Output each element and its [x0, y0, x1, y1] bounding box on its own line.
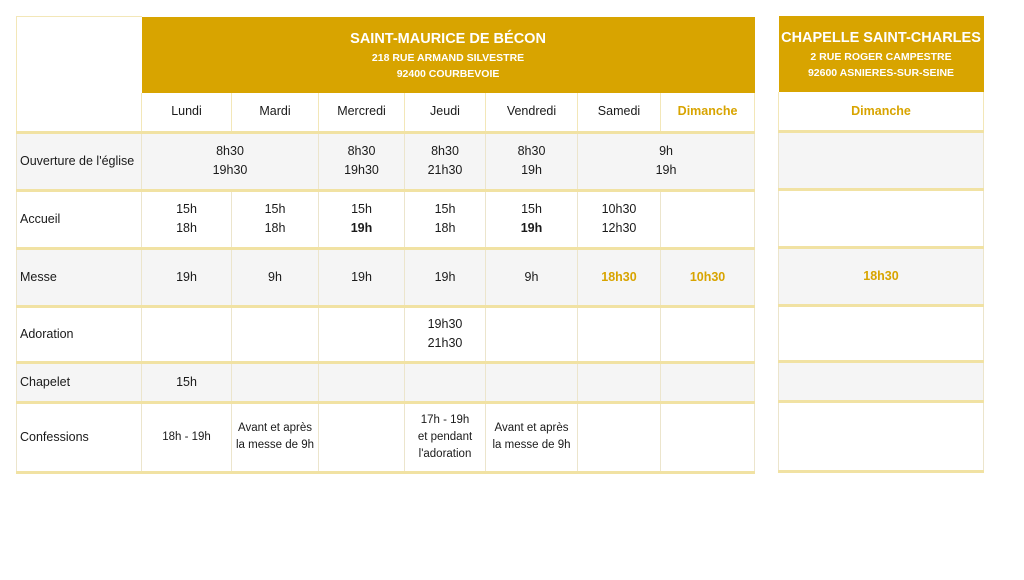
chapel-cell-chapelet — [779, 362, 984, 402]
row-confessions — [17, 402, 755, 472]
cell-chapelet-samedi — [578, 362, 661, 402]
row-accueil — [17, 190, 755, 248]
row-label: Accueil — [17, 190, 142, 248]
row-adoration — [17, 306, 755, 362]
schedule-table-chapelle — [778, 16, 984, 473]
schedule-table-saint-maurice — [16, 16, 755, 474]
cell-accueil-lundi — [142, 190, 232, 248]
cell-messe-lundi: 19h — [142, 248, 232, 306]
text-line: Avant et après — [494, 422, 569, 434]
text-line: l'adoration — [418, 447, 472, 460]
cell-adoration-mercredi — [319, 306, 405, 362]
cell-confessions-vendredi — [486, 402, 578, 472]
day-mercredi: Mercredi — [319, 93, 405, 133]
time-close: 19h — [521, 163, 542, 177]
cell-ouverture-samedi-dimanche — [578, 132, 755, 190]
cell-adoration-jeudi — [405, 306, 486, 362]
cell-accueil-vendredi — [486, 190, 578, 248]
day-vendredi: Vendredi — [486, 93, 578, 133]
day-header-row — [17, 93, 755, 133]
chapel-cell-adoration — [779, 306, 984, 362]
time-start: 15h — [434, 202, 456, 216]
time-close: 21h30 — [427, 163, 463, 177]
church-name: SAINT-MAURICE DE BÉCON — [350, 30, 546, 47]
cell-ouverture-jeudi — [405, 132, 486, 190]
row-label: Messe — [17, 248, 142, 306]
row-messe — [17, 248, 755, 306]
row-label: Chapelet — [17, 362, 142, 402]
cell-messe-dimanche: 10h30 — [661, 248, 755, 306]
chapel-header — [779, 16, 984, 92]
day-samedi: Samedi — [578, 93, 661, 133]
chapel-cell-accueil — [779, 190, 984, 248]
time-end: 19h — [350, 221, 373, 235]
cell-confessions-lundi: 18h - 19h — [142, 402, 232, 472]
row-ouverture — [17, 132, 755, 190]
day-header-empty — [17, 93, 142, 133]
chapel-row-chapelet — [779, 362, 984, 402]
time-end: 19h — [520, 221, 543, 235]
time-open: 8h30 — [347, 144, 376, 158]
time-start: 15h — [176, 202, 197, 216]
chapel-day-dimanche: Dimanche — [779, 92, 984, 132]
cell-confessions-jeudi — [405, 402, 486, 472]
cell-messe-mercredi: 19h — [319, 248, 405, 306]
cell-accueil-mercredi — [319, 190, 405, 248]
chapel-row-adoration — [779, 306, 984, 362]
cell-accueil-jeudi — [405, 190, 486, 248]
chapel-row-accueil — [779, 190, 984, 248]
time-start: 15h — [351, 202, 372, 216]
text-line: et pendant — [417, 430, 473, 443]
row-label: Adoration — [17, 306, 142, 362]
time-start: 15h — [264, 202, 286, 216]
row-chapelet — [17, 362, 755, 402]
cell-ouverture-lundi-mardi — [142, 132, 319, 190]
church-address-line1: 218 RUE ARMAND SILVESTRE — [371, 51, 525, 64]
cell-chapelet-lundi: 15h — [142, 362, 232, 402]
cell-adoration-dimanche — [661, 306, 755, 362]
cell-chapelet-mercredi — [319, 362, 405, 402]
time-open: 8h30 — [431, 144, 459, 158]
church-header — [142, 17, 755, 93]
cell-adoration-samedi — [578, 306, 661, 362]
cell-chapelet-mardi — [232, 362, 319, 402]
cell-confessions-dimanche — [661, 402, 755, 472]
chapel-name: CHAPELLE SAINT-CHARLES — [781, 30, 981, 46]
time-end: 12h30 — [601, 221, 637, 235]
time-start: 15h — [521, 202, 542, 216]
chapel-row-confessions — [779, 402, 984, 472]
day-mardi: Mardi — [232, 93, 319, 133]
time-open: 8h30 — [216, 144, 244, 158]
chapel-address-line1: 2 RUE ROGER CAMPESTRE — [810, 51, 952, 63]
time-start: 19h30 — [427, 317, 463, 331]
corner-cell — [17, 17, 142, 93]
row-label: Ouverture de l'église — [17, 132, 142, 190]
time-end: 21h30 — [427, 336, 463, 350]
cell-messe-jeudi: 19h — [405, 248, 486, 306]
time-close: 19h30 — [212, 163, 248, 177]
day-jeudi: Jeudi — [405, 93, 486, 133]
cell-chapelet-dimanche — [661, 362, 755, 402]
chapel-day-header-row — [779, 92, 984, 132]
time-end: 18h — [264, 221, 286, 235]
text-line: Avant et après — [238, 422, 312, 434]
cell-messe-samedi: 18h30 — [578, 248, 661, 306]
day-dimanche: Dimanche — [661, 93, 755, 133]
time-start: 10h30 — [601, 202, 637, 216]
cell-confessions-mardi — [232, 402, 319, 472]
church-address-line2: 92400 COURBEVOIE — [396, 67, 500, 80]
cell-chapelet-jeudi — [405, 362, 486, 402]
text-line: la messe de 9h — [236, 439, 314, 451]
cell-confessions-samedi — [578, 402, 661, 472]
cell-ouverture-vendredi — [486, 132, 578, 190]
time-end: 18h — [434, 221, 456, 235]
text-line: la messe de 9h — [492, 439, 571, 451]
time-end: 18h — [176, 221, 197, 235]
chapel-address-line2: 92600 ASNIERES-SUR-SEINE — [807, 67, 955, 79]
cell-messe-vendredi: 9h — [486, 248, 578, 306]
cell-accueil-samedi — [578, 190, 661, 248]
cell-adoration-mardi — [232, 306, 319, 362]
row-label: Confessions — [17, 402, 142, 472]
chapel-cell-ouverture — [779, 132, 984, 190]
cell-adoration-lundi — [142, 306, 232, 362]
cell-accueil-mardi — [232, 190, 319, 248]
chapel-row-ouverture — [779, 132, 984, 190]
cell-ouverture-mercredi — [319, 132, 405, 190]
time-close: 19h30 — [344, 163, 379, 177]
time-open: 8h30 — [517, 144, 546, 158]
cell-messe-mardi: 9h — [232, 248, 319, 306]
time-open: 9h — [659, 144, 673, 158]
cell-chapelet-vendredi — [486, 362, 578, 402]
cell-confessions-mercredi — [319, 402, 405, 472]
cell-adoration-vendredi — [486, 306, 578, 362]
chapel-row-messe — [779, 248, 984, 306]
chapel-cell-confessions — [779, 402, 984, 472]
cell-accueil-dimanche — [661, 190, 755, 248]
chapel-cell-messe: 18h30 — [779, 248, 984, 306]
day-lundi: Lundi — [142, 93, 232, 133]
time-close: 19h — [655, 163, 677, 177]
text-line: 17h - 19h — [420, 413, 470, 426]
